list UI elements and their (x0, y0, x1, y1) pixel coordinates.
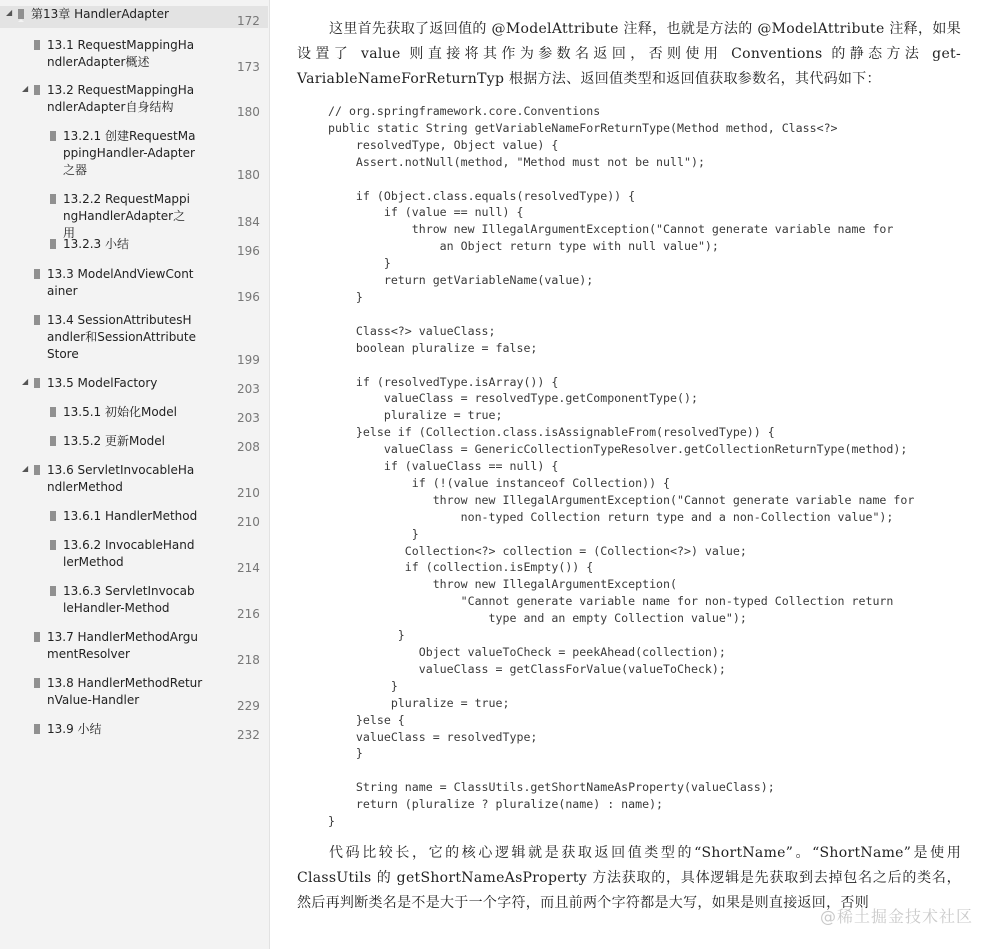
toc-item-13-5[interactable] (0, 375, 268, 399)
toc-item-label: 第13章 HandlerAdapter (31, 7, 169, 21)
bookmark-icon (34, 465, 40, 475)
toc-page-number: 210 (237, 486, 260, 500)
toc-item-label: 13.6.3 ServletInvocableHandler-Method (63, 584, 195, 615)
toc-item-label: 13.9 小结 (47, 722, 102, 736)
expand-caret-icon[interactable]: ◢ (22, 464, 29, 473)
bookmark-icon (34, 678, 40, 688)
bookmark-icon (34, 724, 40, 734)
toc-item-13-5-1[interactable] (0, 404, 268, 428)
table-of-contents-sidebar (0, 0, 270, 949)
bookmark-icon (50, 586, 56, 596)
toc-page-number: 229 (237, 699, 260, 713)
toc-page-number: 199 (237, 353, 260, 367)
toc-item-label: 13.6.1 HandlerMethod (63, 509, 198, 523)
toc-page-number: 172 (237, 14, 260, 28)
toc-item-13-4[interactable] (0, 312, 268, 368)
toc-page-number: 184 (237, 215, 260, 229)
toc-item-label: 13.6.2 InvocableHandlerMethod (63, 538, 195, 569)
bookmark-icon (50, 131, 56, 141)
bookmark-icon (34, 315, 40, 325)
toc-item-13-6-3[interactable] (0, 583, 268, 625)
toc-item-13-2-3[interactable] (0, 236, 268, 260)
toc-item-label: 13.2.2 RequestMappingHandlerAdapter之用 (63, 192, 191, 240)
document-page (270, 0, 1001, 949)
toc-page-number: 232 (237, 728, 260, 742)
toc-page-number: 180 (237, 168, 260, 182)
toc-item-13-2-1[interactable] (0, 128, 268, 180)
explanation-paragraph: 代码比较长，它的核心逻辑就是获取返回值类型的“ShortName”。“ShortName”是使用 ClassUtils 的 getShortNameAsProperty 方法获取的，具体逻辑是先获取到去掉包名之后的类名，然后再判断类名是不是大于一个字符，而且前两个字符都是大写，如果是则直接返回，否则 (297, 845, 961, 911)
toc-item-13-5-2[interactable] (0, 433, 268, 457)
toc-page-number: 180 (237, 105, 260, 119)
toc-item-label: 13.5.1 初始化Model (63, 405, 178, 419)
bookmark-icon (34, 378, 40, 388)
toc-page-number: 203 (237, 411, 260, 425)
bookmark-icon (34, 85, 40, 95)
expand-caret-icon[interactable]: ◢ (6, 8, 13, 17)
toc-page-number: 214 (237, 561, 260, 575)
toc-item-13-2[interactable] (0, 82, 268, 119)
intro-paragraph: 这里首先获取了返回值的 @ModelAttribute 注释，也就是方法的 @ModelAttribute 注释，如果设置了 value 则直接将其作为参数名返回，否则使用 Conventions 的静态方法 get-VariableNameForReturnTyp 根据方法、返回值类型和返回值获取参数名，其代码如下： (297, 21, 961, 87)
toc-item-13-2-2[interactable] (0, 191, 268, 240)
toc-item-13-1[interactable] (0, 37, 268, 74)
toc-item-chapter-13[interactable] (0, 6, 268, 28)
bookmark-icon (50, 540, 56, 550)
toc-item-13-8[interactable] (0, 675, 268, 717)
watermark: @稀土掘金技术社区 (819, 907, 973, 926)
toc-item-label: 13.6 ServletInvocableHandlerMethod (47, 463, 195, 494)
toc-item-label: 13.2.3 小结 (63, 237, 129, 251)
bookmark-icon (34, 269, 40, 279)
toc-page-number: 208 (237, 440, 260, 454)
toc-page-number: 196 (237, 244, 260, 258)
code-block: // org.springframework.core.Conventions public static String getVariableNameForReturnType(Method method, Class<?> resolvedType, Object value) { Assert.notNull(method, "Method must not be null"); if (Object.class.equals(resolvedType)) { if (value == null) { throw new IllegalArgumentException("Cannot generate variable name for an Object return type with null value"); } return getVariableName(value); } Class<?> valueClass; boolean pluralize = false; if (resolvedType.isArray()) { valueClass = resolvedType.getComponentType(); pluralize = true; }else if (Collection.class.isAssignableFrom(resolvedType)) { valueClass = GenericCollectionTypeResolver.getCollectionReturnType(method); if (valueClass == null) { if (!(value instanceof Collection)) { throw new IllegalArgumentException("Cannot generate variable name for non-typed Collection return type and a non-Collection value"); } Collection<?> collection = (Collection<?>) value; if (collection.isEmpty()) { throw new IllegalArgumentException( "Cannot generate variable name for non-typed Collection return type and an empty Collection value"); } Object valueToCheck = peekAhead(collection); valueClass = getClassForValue(valueToCheck); } pluralize = true; }else { valueClass = resolvedType; } String name = ClassUtils.getShortNameAsProperty(valueClass); return (pluralize ? pluralize(name) : name); } (328, 104, 915, 829)
bookmark-icon (34, 632, 40, 642)
toc-item-label: 13.5.2 更新Model (63, 434, 166, 448)
bookmark-icon (34, 40, 40, 50)
toc-page-number: 173 (237, 60, 260, 74)
bookmark-icon (50, 239, 56, 249)
bookmark-icon (50, 511, 56, 521)
toc-item-13-3[interactable] (0, 266, 268, 304)
expand-caret-icon[interactable]: ◢ (22, 84, 29, 93)
toc-page-number: 216 (237, 607, 260, 621)
bookmark-icon (50, 436, 56, 446)
toc-item-label: 13.2 RequestMappingHandlerAdapter自身结构 (47, 83, 195, 114)
toc-item-13-6-2[interactable] (0, 537, 268, 579)
toc-page-number: 210 (237, 515, 260, 529)
toc-item-13-9[interactable] (0, 721, 268, 745)
toc-item-label: 13.5 ModelFactory (47, 376, 158, 390)
toc-item-13-6[interactable] (0, 462, 268, 500)
bookmark-icon (18, 9, 24, 19)
toc-item-label: 13.1 RequestMappingHandlerAdapter概述 (47, 38, 195, 69)
toc-item-label: 13.4 SessionAttributesHandler和SessionAttributeStore (47, 313, 196, 361)
toc-item-label: 13.8 HandlerMethodReturnValue-Handler (47, 676, 203, 707)
toc-item-13-6-1[interactable] (0, 508, 268, 532)
toc-item-label: 13.2.1 创建RequestMappingHandler-Adapter之器 (63, 129, 196, 177)
toc-page-number: 196 (237, 290, 260, 304)
bookmark-icon (50, 194, 56, 204)
toc-page-number: 203 (237, 382, 260, 396)
toc-item-13-7[interactable] (0, 629, 268, 671)
toc-item-label: 13.3 ModelAndViewContainer (47, 267, 194, 298)
toc-item-label: 13.7 HandlerMethodArgumentResolver (47, 630, 198, 661)
bookmark-icon (50, 407, 56, 417)
expand-caret-icon[interactable]: ◢ (22, 377, 29, 386)
toc-page-number: 218 (237, 653, 260, 667)
